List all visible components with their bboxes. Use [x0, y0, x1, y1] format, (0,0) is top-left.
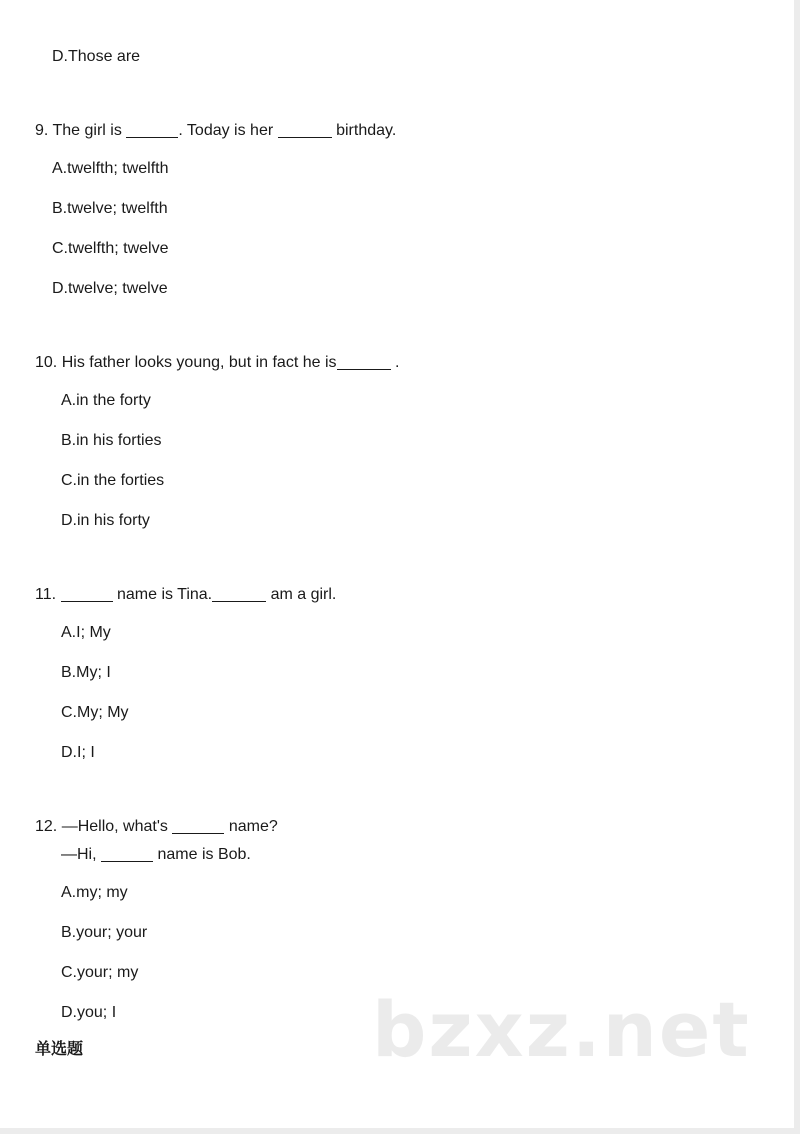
q11-option-c: C.My; My: [61, 704, 129, 721]
answer-blank: [212, 583, 266, 602]
q12-option-d: D.you; I: [61, 1004, 117, 1021]
question-text: name is Tina.: [116, 586, 213, 603]
answer-blank: [172, 815, 224, 834]
answer-blank: [126, 119, 178, 138]
question-number: 9.: [35, 122, 49, 139]
answer-blank: [337, 351, 391, 370]
answer-blank: [101, 843, 153, 862]
q8-option-d: D.Those are: [52, 48, 141, 65]
page-bottom-edge: [0, 1128, 800, 1134]
section-heading: 单选题: [35, 1041, 84, 1058]
question-text: His father looks young, but in fact he is: [61, 354, 337, 371]
answer-blank: [278, 119, 332, 138]
page-right-edge: [794, 0, 800, 1134]
question-text: —Hello, what's: [61, 818, 168, 835]
q9-option-c: C.twelfth; twelve: [52, 240, 169, 257]
question-10-stem: [35, 351, 399, 373]
q10-option-d: D.in his forty: [61, 512, 150, 529]
question-text: . Today is her: [178, 122, 274, 139]
question-text: am a girl.: [270, 586, 337, 603]
question-text: —Hi,: [61, 846, 97, 863]
question-text: name?: [228, 818, 278, 835]
q12-option-a: A.my; my: [61, 884, 128, 901]
q10-option-b: B.in his forties: [61, 432, 162, 449]
question-number: 10.: [35, 354, 58, 371]
question-12-stem-line2: [61, 843, 251, 865]
q11-option-d: D.I; I: [61, 744, 95, 761]
question-text: .: [394, 354, 400, 371]
q12-option-c: C.your; my: [61, 964, 139, 981]
q11-option-a: A.I; My: [61, 624, 111, 641]
question-text: The girl is: [52, 122, 122, 139]
answer-blank: [61, 583, 113, 602]
q9-option-d: D.twelve; twelve: [52, 280, 168, 297]
question-text: name is Bob.: [157, 846, 251, 863]
q9-option-a: A.twelfth; twelfth: [52, 160, 169, 177]
question-9-stem: [35, 119, 396, 141]
question-11-stem: [35, 583, 336, 605]
q12-option-b: B.your; your: [61, 924, 148, 941]
q9-option-b: B.twelve; twelfth: [52, 200, 168, 217]
q11-option-b: B.My; I: [61, 664, 111, 681]
question-12-stem-line1: [35, 815, 278, 837]
q10-option-c: C.in the forties: [61, 472, 165, 489]
question-number: 11.: [35, 586, 57, 603]
question-number: 12.: [35, 818, 58, 835]
q10-option-a: A.in the forty: [61, 392, 151, 409]
watermark: bzxz.net: [372, 985, 751, 1074]
question-text: birthday.: [336, 122, 397, 139]
